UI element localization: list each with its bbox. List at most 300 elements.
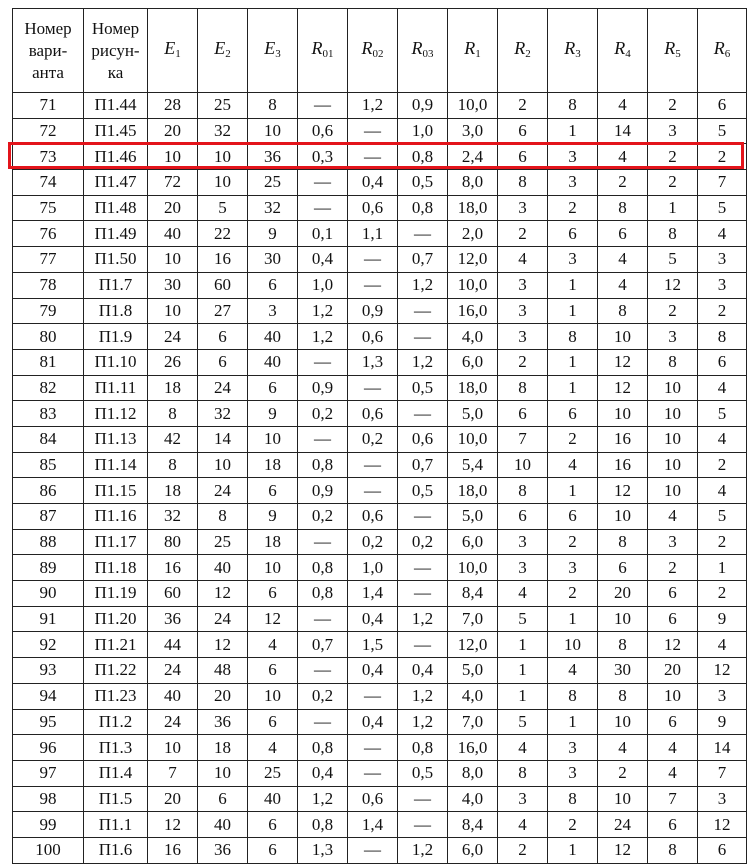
cell-variant: 72 xyxy=(13,118,84,144)
header-variant-number: Номер вари- анта xyxy=(13,9,84,93)
cell-e2: 27 xyxy=(198,298,248,324)
cell-r02: 0,6 xyxy=(348,504,398,530)
cell-r6: 2 xyxy=(698,581,747,607)
table-row xyxy=(13,426,747,452)
header-r4: $R_4$ xyxy=(598,9,648,93)
cell-r03: — xyxy=(398,786,448,812)
cell-variant: 88 xyxy=(13,529,84,555)
cell-e2: 24 xyxy=(198,375,248,401)
cell-r02: — xyxy=(348,735,398,761)
table-row xyxy=(13,581,747,607)
cell-r6: 1 xyxy=(698,555,747,581)
cell-r03: 0,8 xyxy=(398,195,448,221)
cell-r4: 10 xyxy=(598,709,648,735)
cell-r4: 12 xyxy=(598,375,648,401)
cell-r6: 5 xyxy=(698,118,747,144)
cell-e1: 24 xyxy=(148,324,198,350)
cell-r6: 4 xyxy=(698,375,747,401)
cell-r03: 1,2 xyxy=(398,606,448,632)
cell-r1: 5,4 xyxy=(448,452,498,478)
cell-r02: 0,4 xyxy=(348,658,398,684)
cell-r5: 10 xyxy=(648,452,698,478)
cell-e3: 6 xyxy=(248,709,298,735)
cell-figure: П1.7 xyxy=(84,272,148,298)
cell-r4: 4 xyxy=(598,144,648,170)
header-e2: $E_2$ xyxy=(198,9,248,93)
cell-r1: 3,0 xyxy=(448,118,498,144)
cell-r6: 6 xyxy=(698,837,747,863)
cell-e2: 14 xyxy=(198,426,248,452)
cell-variant: 75 xyxy=(13,195,84,221)
cell-e2: 6 xyxy=(198,349,248,375)
cell-r03: 0,7 xyxy=(398,247,448,273)
cell-variant: 73 xyxy=(13,144,84,170)
cell-e2: 60 xyxy=(198,272,248,298)
cell-r03: 1,2 xyxy=(398,709,448,735)
cell-r03: 0,7 xyxy=(398,452,448,478)
cell-r01: 0,8 xyxy=(298,735,348,761)
cell-r03: 1,2 xyxy=(398,349,448,375)
cell-r01: 0,6 xyxy=(298,118,348,144)
cell-e2: 12 xyxy=(198,632,248,658)
cell-r4: 8 xyxy=(598,632,648,658)
table-row xyxy=(13,118,747,144)
cell-r3: 4 xyxy=(548,452,598,478)
cell-variant: 100 xyxy=(13,837,84,863)
cell-r5: 4 xyxy=(648,504,698,530)
cell-r02: — xyxy=(348,760,398,786)
cell-r2: 3 xyxy=(498,324,548,350)
cell-r03: — xyxy=(398,812,448,838)
cell-r5: 10 xyxy=(648,426,698,452)
cell-r02: 0,6 xyxy=(348,401,398,427)
cell-e3: 18 xyxy=(248,529,298,555)
cell-e2: 6 xyxy=(198,324,248,350)
cell-r03: 0,6 xyxy=(398,426,448,452)
cell-r03: — xyxy=(398,632,448,658)
cell-r02: — xyxy=(348,452,398,478)
cell-figure: П1.48 xyxy=(84,195,148,221)
cell-e3: 6 xyxy=(248,375,298,401)
cell-r01: 0,4 xyxy=(298,760,348,786)
cell-variant: 74 xyxy=(13,170,84,196)
cell-r02: 0,6 xyxy=(348,786,398,812)
cell-r6: 3 xyxy=(698,247,747,273)
cell-variant: 93 xyxy=(13,658,84,684)
cell-r2: 1 xyxy=(498,658,548,684)
cell-r01: — xyxy=(298,93,348,119)
cell-r5: 20 xyxy=(648,658,698,684)
cell-r3: 6 xyxy=(548,401,598,427)
cell-e1: 42 xyxy=(148,426,198,452)
cell-e1: 24 xyxy=(148,658,198,684)
cell-figure: П1.15 xyxy=(84,478,148,504)
cell-r4: 16 xyxy=(598,426,648,452)
cell-e3: 32 xyxy=(248,195,298,221)
cell-r3: 3 xyxy=(548,555,598,581)
cell-r03: 0,5 xyxy=(398,375,448,401)
cell-e3: 10 xyxy=(248,426,298,452)
cell-r6: 9 xyxy=(698,606,747,632)
cell-r02: — xyxy=(348,144,398,170)
cell-r01: 1,2 xyxy=(298,324,348,350)
cell-r1: 7,0 xyxy=(448,606,498,632)
table-row xyxy=(13,170,747,196)
cell-figure: П1.9 xyxy=(84,324,148,350)
cell-e3: 25 xyxy=(248,760,298,786)
cell-r1: 4,0 xyxy=(448,324,498,350)
cell-variant: 81 xyxy=(13,349,84,375)
cell-r5: 6 xyxy=(648,709,698,735)
cell-r3: 10 xyxy=(548,632,598,658)
cell-r03: 0,4 xyxy=(398,658,448,684)
cell-r5: 3 xyxy=(648,529,698,555)
cell-e3: 6 xyxy=(248,581,298,607)
cell-r2: 4 xyxy=(498,735,548,761)
cell-r01: — xyxy=(298,195,348,221)
table-row xyxy=(13,401,747,427)
cell-r03: 1,2 xyxy=(398,272,448,298)
cell-r4: 24 xyxy=(598,812,648,838)
header-r5: $R_5$ xyxy=(648,9,698,93)
cell-e3: 18 xyxy=(248,452,298,478)
cell-e1: 26 xyxy=(148,349,198,375)
cell-variant: 94 xyxy=(13,683,84,709)
cell-r6: 9 xyxy=(698,709,747,735)
cell-r03: 1,0 xyxy=(398,118,448,144)
cell-r5: 2 xyxy=(648,93,698,119)
cell-figure: П1.19 xyxy=(84,581,148,607)
cell-variant: 95 xyxy=(13,709,84,735)
cell-r03: — xyxy=(398,504,448,530)
cell-r5: 8 xyxy=(648,837,698,863)
cell-e3: 6 xyxy=(248,837,298,863)
cell-r5: 8 xyxy=(648,221,698,247)
cell-variant: 87 xyxy=(13,504,84,530)
cell-r3: 8 xyxy=(548,324,598,350)
cell-r2: 1 xyxy=(498,632,548,658)
cell-r6: 2 xyxy=(698,144,747,170)
cell-r3: 1 xyxy=(548,837,598,863)
cell-figure: П1.17 xyxy=(84,529,148,555)
cell-e1: 8 xyxy=(148,401,198,427)
cell-r5: 12 xyxy=(648,632,698,658)
cell-r01: 0,2 xyxy=(298,504,348,530)
cell-r01: 1,0 xyxy=(298,272,348,298)
cell-e3: 25 xyxy=(248,170,298,196)
cell-r1: 6,0 xyxy=(448,529,498,555)
cell-r02: — xyxy=(348,247,398,273)
cell-r4: 2 xyxy=(598,170,648,196)
cell-r02: 1,4 xyxy=(348,812,398,838)
cell-e3: 36 xyxy=(248,144,298,170)
cell-e1: 16 xyxy=(148,555,198,581)
cell-r01: 0,2 xyxy=(298,401,348,427)
cell-r03: 0,5 xyxy=(398,760,448,786)
cell-variant: 90 xyxy=(13,581,84,607)
cell-r01: 0,8 xyxy=(298,452,348,478)
cell-r6: 5 xyxy=(698,401,747,427)
table-row xyxy=(13,375,747,401)
cell-figure: П1.21 xyxy=(84,632,148,658)
table-row xyxy=(13,529,747,555)
cell-e2: 10 xyxy=(198,760,248,786)
cell-e2: 18 xyxy=(198,735,248,761)
cell-r5: 2 xyxy=(648,555,698,581)
cell-r02: 0,6 xyxy=(348,324,398,350)
cell-r4: 8 xyxy=(598,298,648,324)
cell-figure: П1.22 xyxy=(84,658,148,684)
cell-r02: — xyxy=(348,272,398,298)
table-row xyxy=(13,478,747,504)
cell-r02: — xyxy=(348,375,398,401)
cell-e2: 24 xyxy=(198,478,248,504)
header-e1: $E_1$ xyxy=(148,9,198,93)
cell-e1: 24 xyxy=(148,709,198,735)
cell-r1: 10,0 xyxy=(448,426,498,452)
cell-e3: 9 xyxy=(248,504,298,530)
cell-e1: 20 xyxy=(148,786,198,812)
cell-r01: 0,7 xyxy=(298,632,348,658)
cell-e3: 4 xyxy=(248,632,298,658)
cell-e2: 6 xyxy=(198,786,248,812)
cell-e1: 80 xyxy=(148,529,198,555)
cell-r4: 10 xyxy=(598,401,648,427)
cell-r02: 0,4 xyxy=(348,170,398,196)
cell-r3: 3 xyxy=(548,170,598,196)
cell-e3: 10 xyxy=(248,555,298,581)
cell-r2: 2 xyxy=(498,221,548,247)
cell-e1: 28 xyxy=(148,93,198,119)
table-row xyxy=(13,221,747,247)
cell-r01: — xyxy=(298,606,348,632)
cell-e2: 16 xyxy=(198,247,248,273)
cell-figure: П1.8 xyxy=(84,298,148,324)
cell-r3: 8 xyxy=(548,683,598,709)
cell-r4: 4 xyxy=(598,272,648,298)
cell-e3: 40 xyxy=(248,349,298,375)
cell-e3: 6 xyxy=(248,478,298,504)
cell-figure: П1.14 xyxy=(84,452,148,478)
cell-r5: 3 xyxy=(648,118,698,144)
cell-e3: 9 xyxy=(248,221,298,247)
cell-r02: — xyxy=(348,118,398,144)
cell-r3: 3 xyxy=(548,247,598,273)
cell-r5: 6 xyxy=(648,812,698,838)
cell-r3: 1 xyxy=(548,298,598,324)
cell-r3: 2 xyxy=(548,581,598,607)
cell-r6: 4 xyxy=(698,221,747,247)
cell-r5: 2 xyxy=(648,170,698,196)
cell-r3: 2 xyxy=(548,426,598,452)
cell-variant: 91 xyxy=(13,606,84,632)
cell-r4: 2 xyxy=(598,760,648,786)
cell-r4: 30 xyxy=(598,658,648,684)
cell-figure: П1.13 xyxy=(84,426,148,452)
cell-e1: 20 xyxy=(148,195,198,221)
cell-variant: 92 xyxy=(13,632,84,658)
header-r03: $R_{03}$ xyxy=(398,9,448,93)
cell-e3: 3 xyxy=(248,298,298,324)
cell-r6: 8 xyxy=(698,324,747,350)
cell-r5: 10 xyxy=(648,375,698,401)
cell-r03: — xyxy=(398,298,448,324)
cell-e2: 12 xyxy=(198,581,248,607)
cell-r01: — xyxy=(298,709,348,735)
cell-e1: 60 xyxy=(148,581,198,607)
cell-r3: 1 xyxy=(548,478,598,504)
cell-r6: 5 xyxy=(698,195,747,221)
cell-r03: 0,8 xyxy=(398,144,448,170)
cell-figure: П1.49 xyxy=(84,221,148,247)
cell-e2: 8 xyxy=(198,504,248,530)
cell-r2: 7 xyxy=(498,426,548,452)
header-row xyxy=(13,9,747,93)
cell-figure: П1.16 xyxy=(84,504,148,530)
cell-r3: 1 xyxy=(548,349,598,375)
cell-r2: 3 xyxy=(498,529,548,555)
cell-r2: 2 xyxy=(498,837,548,863)
cell-r3: 8 xyxy=(548,786,598,812)
cell-e1: 12 xyxy=(148,812,198,838)
cell-e1: 18 xyxy=(148,478,198,504)
cell-r4: 10 xyxy=(598,786,648,812)
cell-r5: 3 xyxy=(648,324,698,350)
cell-r1: 5,0 xyxy=(448,401,498,427)
cell-r6: 4 xyxy=(698,478,747,504)
cell-r03: 0,5 xyxy=(398,478,448,504)
cell-r1: 10,0 xyxy=(448,272,498,298)
cell-variant: 86 xyxy=(13,478,84,504)
cell-e2: 10 xyxy=(198,170,248,196)
cell-e3: 6 xyxy=(248,658,298,684)
cell-figure: П1.2 xyxy=(84,709,148,735)
cell-r2: 4 xyxy=(498,581,548,607)
cell-r1: 12,0 xyxy=(448,247,498,273)
table-row xyxy=(13,837,747,863)
cell-e2: 10 xyxy=(198,144,248,170)
cell-r01: 0,8 xyxy=(298,812,348,838)
cell-r2: 6 xyxy=(498,504,548,530)
table-row xyxy=(13,812,747,838)
cell-r4: 8 xyxy=(598,529,648,555)
cell-variant: 85 xyxy=(13,452,84,478)
cell-r02: 1,2 xyxy=(348,93,398,119)
cell-r5: 10 xyxy=(648,401,698,427)
cell-r4: 4 xyxy=(598,735,648,761)
cell-e2: 22 xyxy=(198,221,248,247)
table-row xyxy=(13,247,747,273)
cell-e2: 10 xyxy=(198,452,248,478)
cell-r5: 6 xyxy=(648,606,698,632)
cell-r6: 3 xyxy=(698,683,747,709)
cell-r01: 0,9 xyxy=(298,478,348,504)
cell-r4: 10 xyxy=(598,606,648,632)
cell-e2: 40 xyxy=(198,812,248,838)
cell-r01: 0,9 xyxy=(298,375,348,401)
cell-e3: 10 xyxy=(248,118,298,144)
cell-r3: 6 xyxy=(548,504,598,530)
cell-variant: 77 xyxy=(13,247,84,273)
table-row xyxy=(13,298,747,324)
cell-r03: 0,9 xyxy=(398,93,448,119)
header-r6: $R_6$ xyxy=(698,9,747,93)
cell-figure: П1.5 xyxy=(84,786,148,812)
cell-variant: 89 xyxy=(13,555,84,581)
cell-e2: 36 xyxy=(198,709,248,735)
cell-r4: 12 xyxy=(598,837,648,863)
cell-e1: 10 xyxy=(148,735,198,761)
cell-variant: 97 xyxy=(13,760,84,786)
cell-r5: 12 xyxy=(648,272,698,298)
table-body xyxy=(13,93,747,864)
cell-r1: 5,0 xyxy=(448,658,498,684)
cell-r6: 6 xyxy=(698,93,747,119)
cell-r1: 2,0 xyxy=(448,221,498,247)
cell-r5: 8 xyxy=(648,349,698,375)
cell-r2: 6 xyxy=(498,118,548,144)
cell-r01: 0,3 xyxy=(298,144,348,170)
cell-r1: 5,0 xyxy=(448,504,498,530)
cell-r4: 8 xyxy=(598,195,648,221)
cell-r01: 0,8 xyxy=(298,555,348,581)
cell-r02: 0,2 xyxy=(348,426,398,452)
cell-figure: П1.23 xyxy=(84,683,148,709)
cell-e1: 18 xyxy=(148,375,198,401)
cell-r01: — xyxy=(298,529,348,555)
cell-r1: 10,0 xyxy=(448,555,498,581)
cell-e1: 16 xyxy=(148,837,198,863)
cell-r2: 3 xyxy=(498,298,548,324)
table-row xyxy=(13,632,747,658)
cell-r5: 4 xyxy=(648,760,698,786)
cell-r1: 16,0 xyxy=(448,735,498,761)
cell-e2: 24 xyxy=(198,606,248,632)
cell-r03: — xyxy=(398,581,448,607)
cell-figure: П1.18 xyxy=(84,555,148,581)
cell-e2: 5 xyxy=(198,195,248,221)
cell-r5: 1 xyxy=(648,195,698,221)
cell-r01: 0,1 xyxy=(298,221,348,247)
cell-r6: 2 xyxy=(698,452,747,478)
table-row xyxy=(13,272,747,298)
cell-r1: 4,0 xyxy=(448,786,498,812)
cell-r3: 2 xyxy=(548,529,598,555)
cell-r3: 1 xyxy=(548,272,598,298)
cell-r4: 8 xyxy=(598,683,648,709)
cell-r3: 1 xyxy=(548,375,598,401)
cell-r2: 6 xyxy=(498,144,548,170)
header-r01: $R_{01}$ xyxy=(298,9,348,93)
cell-r2: 3 xyxy=(498,195,548,221)
cell-r03: 0,2 xyxy=(398,529,448,555)
cell-r1: 10,0 xyxy=(448,93,498,119)
cell-r3: 1 xyxy=(548,118,598,144)
cell-e3: 4 xyxy=(248,735,298,761)
cell-r6: 5 xyxy=(698,504,747,530)
cell-r3: 1 xyxy=(548,709,598,735)
cell-figure: П1.46 xyxy=(84,144,148,170)
cell-r2: 5 xyxy=(498,606,548,632)
cell-e1: 10 xyxy=(148,144,198,170)
cell-e3: 10 xyxy=(248,683,298,709)
cell-r6: 12 xyxy=(698,812,747,838)
variants-table-wrapper xyxy=(12,8,746,864)
cell-variant: 98 xyxy=(13,786,84,812)
cell-variant: 78 xyxy=(13,272,84,298)
cell-r02: 0,6 xyxy=(348,195,398,221)
cell-r1: 2,4 xyxy=(448,144,498,170)
